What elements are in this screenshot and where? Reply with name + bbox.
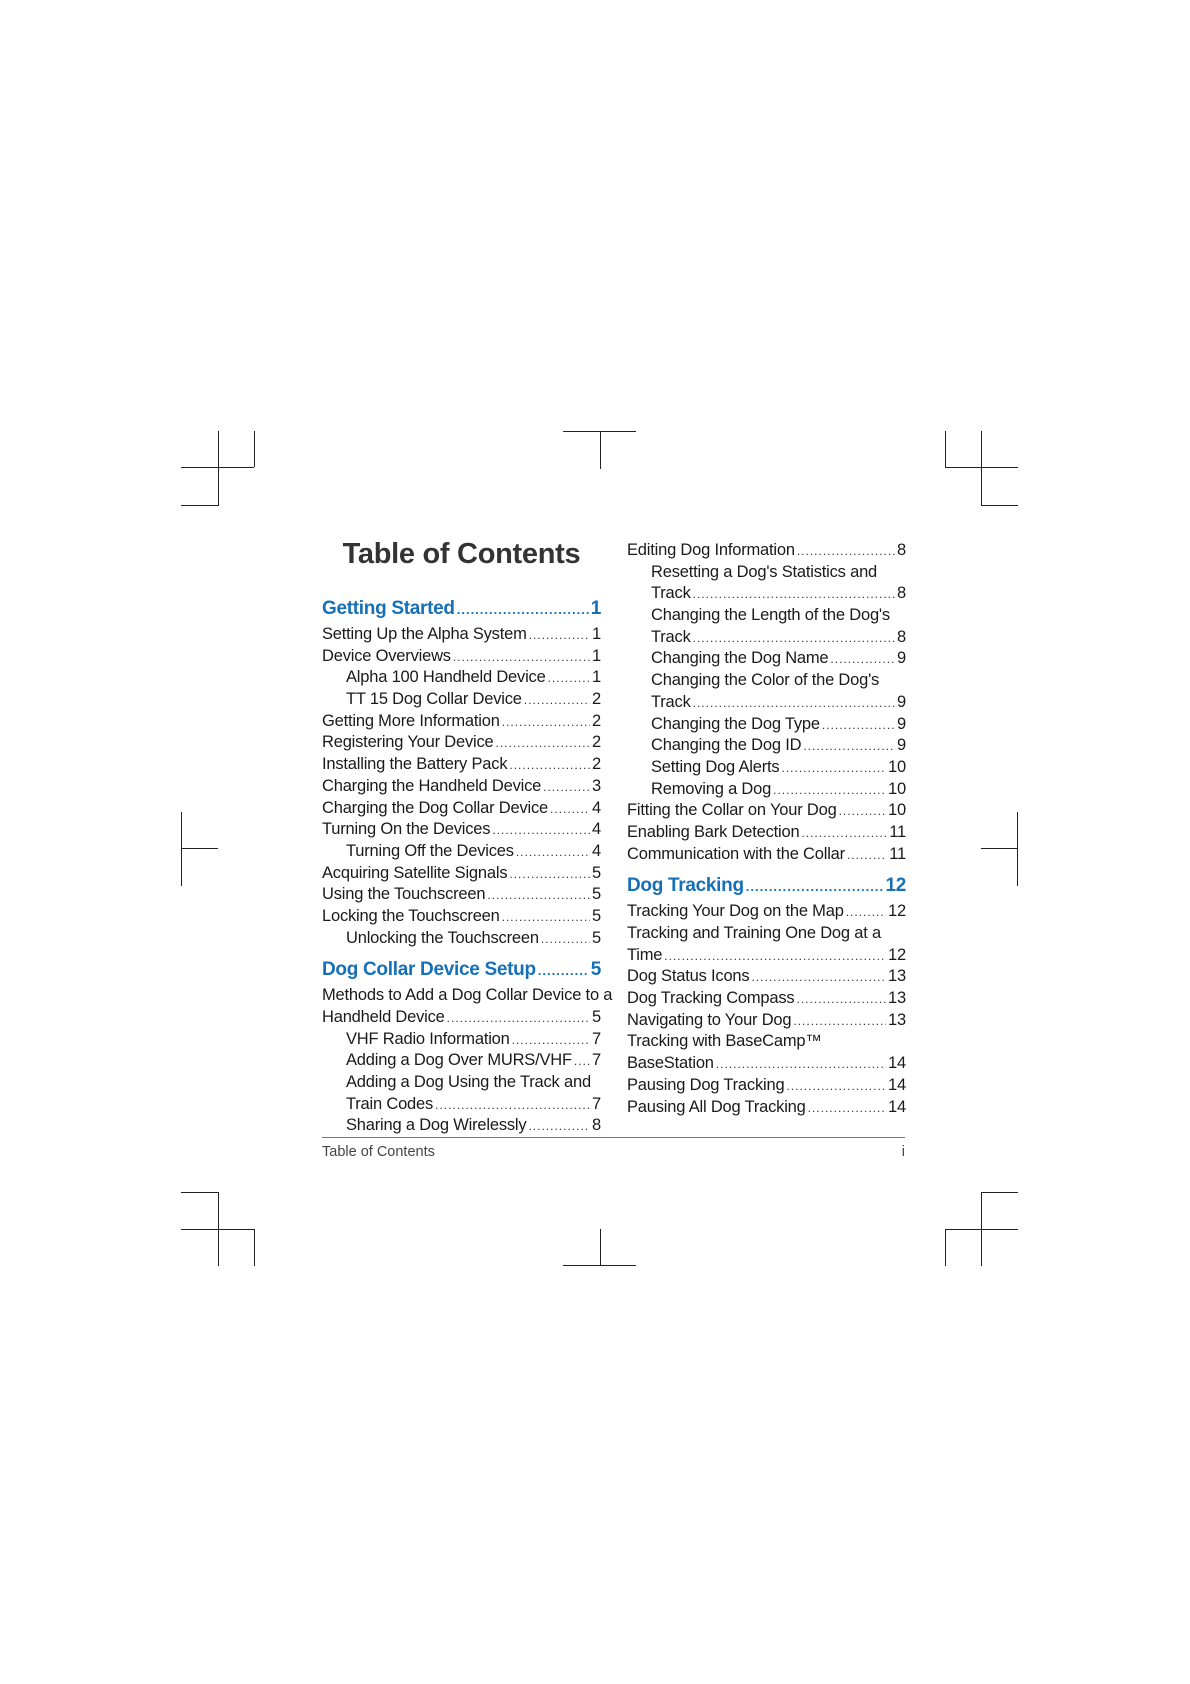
toc-entry[interactable] [322, 689, 601, 711]
toc-entry-text: Track [651, 692, 691, 711]
toc-entry-page: 10 [888, 779, 906, 798]
toc-entry-page: 11 [889, 822, 906, 841]
toc-entry[interactable] [322, 906, 601, 928]
toc-entry-text: Pausing Dog Tracking [627, 1075, 785, 1094]
toc-entry[interactable] [627, 757, 906, 779]
toc-entry[interactable] [322, 1007, 601, 1029]
toc-entry[interactable] [322, 732, 601, 754]
toc-entry-text: Communication with the Collar [627, 844, 845, 863]
toc-entry[interactable] [322, 1094, 601, 1116]
toc-entry-text: Device Overviews [322, 646, 451, 665]
toc-entry-text: TT 15 Dog Collar Device [346, 690, 522, 709]
toc-entry[interactable] [322, 1029, 601, 1051]
toc-entry-page: 7 [592, 1051, 601, 1070]
toc-entry-page: 1 [592, 646, 601, 665]
toc-entry[interactable] [322, 1072, 601, 1094]
toc-entry-page: 4 [592, 820, 601, 839]
toc-entry[interactable] [322, 754, 601, 776]
toc-entry[interactable] [322, 711, 601, 733]
toc-entry-page: 12 [888, 902, 906, 921]
toc-section-getting-started[interactable] [322, 594, 601, 624]
footer-label: Table of Contents [322, 1144, 435, 1160]
toc-entry-text: Time [627, 945, 663, 964]
toc-entry-page: 14 [888, 1075, 906, 1094]
toc-entry-text: Changing the Length of the Dog's [651, 606, 890, 625]
toc-entry[interactable] [627, 692, 906, 714]
toc-entry[interactable] [627, 1097, 906, 1119]
toc-entry[interactable] [627, 583, 906, 605]
toc-section-page: 5 [590, 959, 601, 981]
toc-section-title: Getting Started [322, 598, 455, 619]
toc-entry[interactable] [322, 884, 601, 906]
toc-entry[interactable] [627, 1053, 906, 1075]
toc-entry-page: 4 [592, 841, 601, 860]
toc-entry[interactable] [322, 863, 601, 885]
toc-entry-page: 13 [888, 967, 906, 986]
toc-entry[interactable] [322, 819, 601, 841]
toc-entry[interactable] [627, 945, 906, 967]
toc-entry[interactable] [627, 1075, 906, 1097]
toc-entry-page: 3 [592, 776, 601, 795]
toc-entry-text: Editing Dog Information [627, 541, 795, 559]
toc-entry-text: Adding a Dog Over MURS/VHF [346, 1051, 572, 1070]
toc-entry-text: Changing the Dog Name [651, 649, 829, 668]
toc-entry[interactable] [322, 841, 601, 863]
toc-entry-text: Tracking with BaseCamp™ [627, 1032, 822, 1051]
footer-page-number: i [901, 1144, 905, 1160]
toc-entry[interactable] [322, 776, 601, 798]
toc-entry-page: 11 [889, 844, 906, 863]
toc-entry-text: VHF Radio Information [346, 1029, 510, 1048]
toc-entry-page: 9 [897, 714, 906, 733]
toc-entry[interactable] [627, 648, 906, 670]
toc-entry-text: Pausing All Dog Tracking [627, 1097, 806, 1116]
toc-entry-text: Removing a Dog [651, 779, 772, 798]
page-footer [322, 1137, 905, 1160]
toc-entry-page: 13 [888, 989, 906, 1008]
toc-entry-page: 8 [897, 627, 906, 646]
toc-entry-page: 9 [897, 649, 906, 668]
toc-entry[interactable] [627, 923, 906, 945]
toc-entry-text: BaseStation [627, 1054, 714, 1073]
toc-entry-text: Tracking Your Dog on the Map [627, 902, 844, 921]
toc-entry-text: Setting Dog Alerts [651, 757, 780, 776]
toc-entry-text: Changing the Color of the Dog's [651, 671, 880, 690]
toc-entry-text: Charging the Handheld Device [322, 776, 542, 795]
toc-entry-text: Sharing a Dog Wirelessly [346, 1116, 527, 1135]
toc-entry-page: 2 [592, 733, 601, 752]
toc-entry[interactable] [627, 714, 906, 736]
toc-entry[interactable] [627, 562, 906, 584]
toc-entry-text: Charging the Dog Collar Device [322, 798, 549, 817]
toc-entry[interactable] [322, 1115, 601, 1137]
toc-entry-text: Acquiring Satellite Signals [322, 863, 508, 882]
toc-entry[interactable] [627, 627, 906, 649]
toc-entry-text: Turning On the Devices [322, 820, 491, 839]
toc-section-dog-collar-device-setup[interactable] [322, 955, 601, 985]
toc-entry[interactable] [322, 667, 601, 689]
toc-entry-text: Changing the Dog Type [651, 714, 820, 733]
toc-entry[interactable] [627, 844, 906, 866]
toc-entry-page: 9 [897, 692, 906, 711]
toc-entry-text: Methods to Add a Dog Collar Device to a [322, 986, 613, 1005]
toc-title: Table of Contents [342, 538, 581, 570]
toc-entry-page: 4 [592, 798, 601, 817]
toc-entry-page: 8 [592, 1116, 601, 1135]
toc-entry-text: Locking the Touchscreen [322, 906, 500, 925]
toc-section-title: Dog Collar Device Setup [322, 959, 536, 981]
toc-entry-page: 5 [592, 906, 601, 925]
toc-entry-page: 5 [592, 1008, 601, 1026]
toc-entry[interactable] [322, 985, 613, 1007]
toc-entry-page: 12 [888, 945, 906, 964]
toc-entry-page: 13 [888, 1010, 906, 1029]
toc-entry-page: 7 [592, 1029, 601, 1048]
toc-section-page: 12 [885, 875, 906, 897]
toc-entry-text: Enabling Bark Detection [627, 822, 800, 841]
toc-entry[interactable] [627, 605, 906, 627]
toc-entry[interactable] [627, 901, 906, 923]
toc-entry-text: Changing the Dog ID [651, 736, 802, 755]
toc-entry-text: Train Codes [346, 1094, 434, 1113]
toc-entry-page: 2 [592, 755, 601, 774]
toc-entry-page: 8 [897, 541, 906, 559]
toc-entry[interactable] [322, 646, 601, 668]
toc-entry-text: Installing the Battery Pack [322, 755, 508, 774]
toc-section-dog-tracking[interactable] [627, 871, 906, 901]
toc-entry[interactable] [627, 540, 906, 562]
toc-entry-page: 7 [592, 1094, 601, 1113]
toc-entry-page: 5 [592, 885, 601, 904]
toc-entry[interactable] [322, 624, 601, 646]
toc-entry[interactable] [627, 779, 906, 801]
toc-entry-page: 1 [592, 668, 601, 687]
toc-entry-text: Tracking and Training One Dog at a [627, 924, 881, 942]
toc-entry[interactable] [322, 928, 601, 950]
toc-entry-text: Getting More Information [322, 711, 500, 730]
toc-entry-page: 5 [592, 863, 601, 882]
toc-entry-page: 9 [897, 736, 906, 755]
toc-entry-text: Setting Up the Alpha System [322, 625, 527, 643]
toc-entry-page: 10 [888, 801, 906, 820]
toc-entry-text: Fitting the Collar on Your Dog [627, 801, 837, 820]
toc-entry[interactable] [627, 735, 906, 757]
toc-section-title: Dog Tracking [627, 875, 744, 897]
toc-entry-text: Dog Tracking Compass [627, 989, 795, 1008]
toc-entry-text: Track [651, 584, 691, 603]
toc-entry-page: 14 [888, 1097, 906, 1116]
toc-entry-text: Handheld Device [322, 1008, 445, 1026]
toc-entry[interactable] [322, 1050, 601, 1072]
toc-entry[interactable] [627, 966, 906, 988]
toc-right-column [627, 540, 906, 1118]
toc-entry-text: Track [651, 627, 691, 646]
toc-entry-text: Alpha 100 Handheld Device [346, 668, 546, 687]
toc-entry[interactable] [627, 670, 906, 692]
toc-entry-page: 8 [897, 584, 906, 603]
toc-entry-page: 2 [592, 690, 601, 709]
toc-entry[interactable] [627, 988, 906, 1010]
toc-entry-text: Using the Touchscreen [322, 885, 486, 904]
toc-entry-text: Registering Your Device [322, 733, 494, 752]
toc-entry[interactable] [627, 1031, 906, 1053]
toc-left-column [322, 536, 613, 1137]
toc-entry-page: 5 [592, 928, 601, 947]
toc-entry-page: 1 [592, 625, 601, 643]
toc-entry-page: 2 [592, 711, 601, 730]
toc-entry-page: 14 [888, 1054, 906, 1073]
toc-entry[interactable] [322, 798, 601, 820]
toc-entry-text: Resetting a Dog's Statistics and [651, 562, 878, 581]
toc-entry[interactable] [627, 1010, 906, 1032]
toc-entry-text: Turning Off the Devices [346, 841, 514, 860]
toc-entry-text: Navigating to Your Dog [627, 1010, 792, 1029]
toc-entry-page: 10 [888, 757, 906, 776]
toc-section-page: 1 [590, 598, 601, 619]
toc-entry-text: Unlocking the Touchscreen [346, 928, 539, 947]
toc-entry-text: Adding a Dog Using the Track and [346, 1073, 591, 1092]
toc-entry[interactable] [627, 822, 906, 844]
toc-entry[interactable] [627, 800, 906, 822]
toc-entry-text: Dog Status Icons [627, 967, 750, 986]
